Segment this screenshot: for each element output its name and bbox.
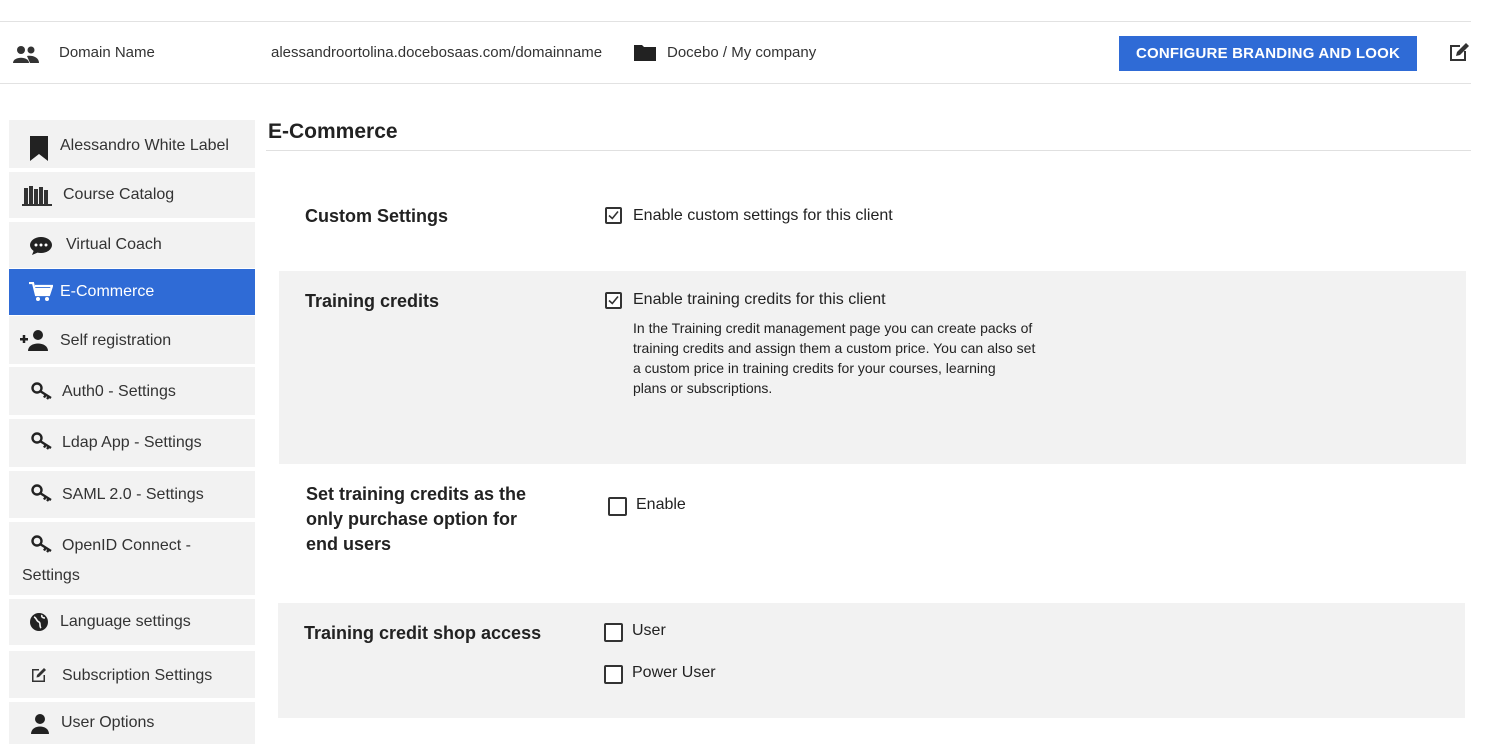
only-purchase-enable-checkbox[interactable] xyxy=(608,497,627,516)
sidebar-item-label: Language settings xyxy=(60,613,191,630)
key-icon xyxy=(31,382,53,400)
description-line: training credits and assign them a custom price. You can also set xyxy=(633,340,1036,356)
training-credits-title: Training credits xyxy=(305,291,440,311)
folder-icon xyxy=(634,43,656,61)
sidebar-item-auth0-settings[interactable] xyxy=(9,367,255,415)
key-icon xyxy=(31,484,53,502)
sidebar-item-label: Course Catalog xyxy=(63,186,175,203)
sidebar-item-course-catalog[interactable] xyxy=(9,172,255,218)
custom-settings-checkbox-label: Enable custom settings for this client xyxy=(633,207,893,224)
title-line: end users xyxy=(306,534,392,554)
shop-access-section xyxy=(278,603,1465,718)
domain-header-bar xyxy=(0,21,1471,84)
sidebar-item-openid-settings[interactable] xyxy=(9,522,255,595)
shop-access-title: Training credit shop access xyxy=(304,623,542,643)
cart-icon xyxy=(29,282,53,302)
key-icon xyxy=(31,432,53,450)
title-line: Set training credits as the xyxy=(306,484,527,504)
sidebar-item-white-label[interactable] xyxy=(9,120,255,168)
edit-icon xyxy=(30,665,48,683)
description-line: plans or subscriptions. xyxy=(633,380,773,396)
title-line: only purchase option for xyxy=(306,509,518,529)
sidebar-item-label: Ldap App - Settings xyxy=(62,434,202,451)
edit-icon[interactable] xyxy=(1447,40,1471,64)
sidebar-item-user-options[interactable] xyxy=(9,702,255,744)
library-icon xyxy=(22,184,52,206)
training-credits-section xyxy=(279,271,1466,464)
sidebar-item-label: Auth0 - Settings xyxy=(62,383,176,400)
sidebar-item-label: SAML 2.0 - Settings xyxy=(62,486,204,503)
key-icon xyxy=(31,535,53,553)
sidebar-item-virtual-coach[interactable] xyxy=(9,222,255,268)
title-divider xyxy=(266,150,1471,151)
bookmark-icon xyxy=(30,136,48,161)
checkmark-icon xyxy=(608,295,619,306)
sidebar-item-label: Self registration xyxy=(60,332,172,349)
company-path: Docebo / My company xyxy=(667,44,817,61)
sidebar-item-label: E-Commerce xyxy=(60,283,155,300)
custom-settings-title: Custom Settings xyxy=(305,206,449,226)
configure-branding-button[interactable]: CONFIGURE BRANDING AND LOOK xyxy=(1119,36,1417,71)
training-credits-description xyxy=(633,318,1093,398)
custom-settings-checkbox[interactable] xyxy=(605,207,622,224)
only-purchase-option-section xyxy=(279,470,1466,600)
sidebar-item-label: Alessandro White Label xyxy=(60,137,229,154)
sidebar-item-label: User Options xyxy=(61,714,155,731)
sidebar-item-label-line2: Settings xyxy=(22,567,80,584)
training-credits-checkbox-label: Enable training credits for this client xyxy=(633,291,886,308)
domain-url: alessandroortolina.docebosaas.com/domainname xyxy=(271,44,603,61)
sidebar-item-saml-settings[interactable] xyxy=(9,471,255,518)
sidebar-item-ldap-settings[interactable] xyxy=(9,419,255,467)
custom-settings-section xyxy=(279,186,1466,266)
shop-access-user-checkbox[interactable] xyxy=(604,623,623,642)
users-icon xyxy=(12,44,40,64)
page-title: E-Commerce xyxy=(268,120,398,143)
checkmark-icon xyxy=(608,210,619,221)
domain-name-label: Domain Name xyxy=(59,44,155,61)
shop-access-user-label: User xyxy=(632,622,666,639)
add-user-icon xyxy=(20,329,50,351)
sidebar-item-label: OpenID Connect - xyxy=(62,537,191,554)
training-credits-checkbox[interactable] xyxy=(605,292,622,309)
description-line: In the Training credit management page you can create packs of xyxy=(633,320,1033,336)
sidebar-item-label: Subscription Settings xyxy=(62,667,213,684)
globe-icon xyxy=(30,613,48,631)
shop-access-power-user-label: Power User xyxy=(632,664,716,681)
sidebar-item-self-registration[interactable] xyxy=(9,316,255,364)
sidebar-item-ecommerce[interactable] xyxy=(9,269,255,315)
sidebar-item-subscription-settings[interactable] xyxy=(9,651,255,698)
sidebar-item-language-settings[interactable] xyxy=(9,599,255,645)
user-icon xyxy=(31,714,49,734)
only-purchase-option-title xyxy=(306,482,526,557)
shop-access-power-user-checkbox[interactable] xyxy=(604,665,623,684)
description-line: a custom price in training credits for your courses, learning xyxy=(633,360,996,376)
sidebar-item-label: Virtual Coach xyxy=(66,236,162,253)
chat-bubble-icon xyxy=(30,237,52,255)
only-purchase-enable-label: Enable xyxy=(636,496,686,513)
